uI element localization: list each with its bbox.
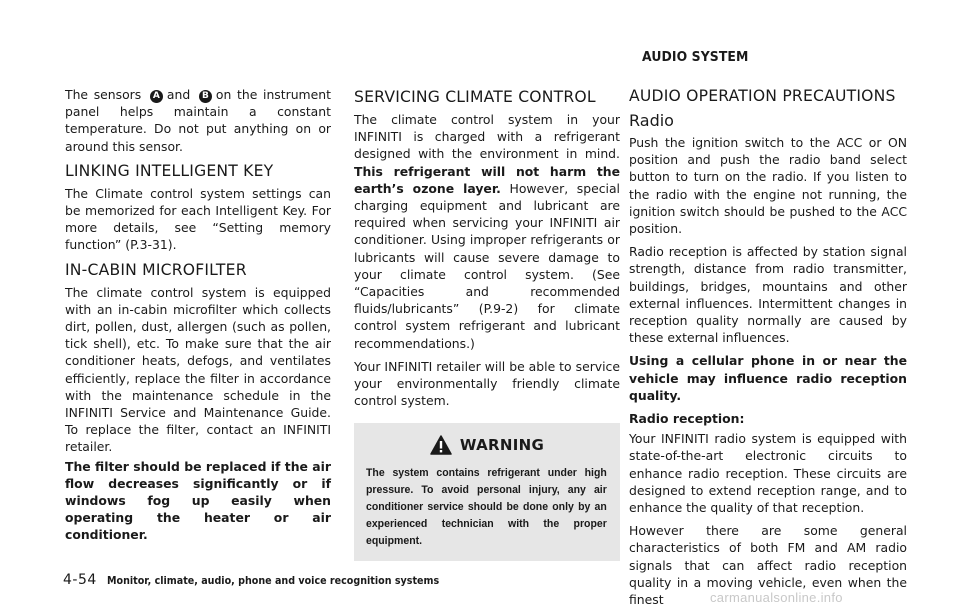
column-1 <box>65 86 331 550</box>
microfilter-paragraph: The climate control system is equipped with an in-cabin microfilter which collects dirt, pollen, dust, allergen (such as pollen, tick shell), etc. To make sure that the air conditioner heats, defogs, and ventilates efficiently, replace the filter in accordance with the maintenance schedule in the INFINITI Service and Maintenance Guide. To replace the filter, contact an INFINITI retailer. <box>65 284 331 455</box>
retailer-paragraph: Your INFINITI retailer will be able to service your environmentally friendly climate control system. <box>354 358 620 409</box>
servicing-heading: SERVICING CLIMATE CONTROL <box>354 88 596 106</box>
warning-text: The system contains refrigerant under high pressure. To avoid personal injury, any air conditioner service should be done only by an experienced technician with the proper equipment. <box>366 467 607 547</box>
linking-paragraph: The Climate control system settings can be memorized for each Intelligent Key. For more details, see “Setting memory function” (P.3-31). <box>65 185 331 253</box>
marker-a-icon: A <box>150 90 163 103</box>
radio-paragraph-2: Radio reception is affected by station signal strength, distance from radio transmitter, buildings, bridges, mountains and other external influences. Intermittent changes in reception quality normally are caused by these external influences. <box>629 244 907 346</box>
warning-header <box>366 435 608 455</box>
servicing-text-a: The climate control system in your INFINITI is charged with a refrigerant designed with the environment in mind. <box>354 112 620 162</box>
radio-paragraph-1: Push the ignition switch to the ACC or ON position and push the radio band select button to turn on the radio. If you listen to the radio with the engine not running, the ignition switch should be pushed to the ACC position. <box>629 135 907 237</box>
column-2 <box>354 87 620 561</box>
cellular-warning: Using a cellular phone in or near the vehicle may influence radio reception quality. <box>629 353 907 403</box>
sensor-paragraph <box>65 86 331 155</box>
sensor-text-end: on the instrument panel helps maintain a constant temperature. Do not put anything on or around this sensor. <box>65 87 331 154</box>
reception-label: Radio reception: <box>629 411 745 427</box>
page-number: 4-54 <box>63 572 97 588</box>
servicing-text-b: However, special charging equipment and lubricant are required when servicing your INFINITI air conditioner. Using improper refrigerants or lubricants will cause severe damage to your climate control system. (See “Capacities and recommended fluids/lubricants” (P.9-2) for climate control system refrigerant and lubricant recommendations.) <box>354 180 620 351</box>
marker-b-icon: B <box>199 90 212 103</box>
warning-icon <box>430 435 452 455</box>
warning-box <box>354 423 620 561</box>
chapter-title: Monitor, climate, audio, phone and voice recognition systems <box>106 575 439 587</box>
watermark: carmanualsonline.info <box>710 590 843 605</box>
servicing-paragraph <box>354 111 620 352</box>
servicing-bold: This refrigerant will not harm the earth’s ozone layer. <box>354 163 620 196</box>
radio-heading: Radio <box>629 111 674 130</box>
precautions-heading: AUDIO OPERATION PRECAUTIONS <box>629 87 896 105</box>
sensor-text-and: and <box>166 87 191 102</box>
sensor-text-start: The sensors <box>65 87 142 102</box>
microfilter-heading: IN-CABIN MICROFILTER <box>65 260 247 279</box>
microfilter-bold-paragraph: The filter should be replaced if the air flow decreases significantly or if windows fog up easily when operating the heater or air conditioner. <box>65 458 331 543</box>
section-title: AUDIO SYSTEM <box>642 49 749 65</box>
reception-paragraph-2: However there are some general characteristics of both FM and AM radio signals that can affect radio reception quality in a moving vehicle, even when the finest <box>629 523 907 608</box>
column-3 <box>629 86 907 611</box>
reception-paragraph-1: Your INFINITI radio system is equipped with state-of-the-art electronic circuits to enhance radio reception. These circuits are designed to extend reception range, and to enhance the quality of that reception. <box>629 431 907 516</box>
warning-title: WARNING <box>459 435 545 454</box>
linking-heading: LINKING INTELLIGENT KEY <box>65 161 274 180</box>
page-footer <box>63 572 468 588</box>
